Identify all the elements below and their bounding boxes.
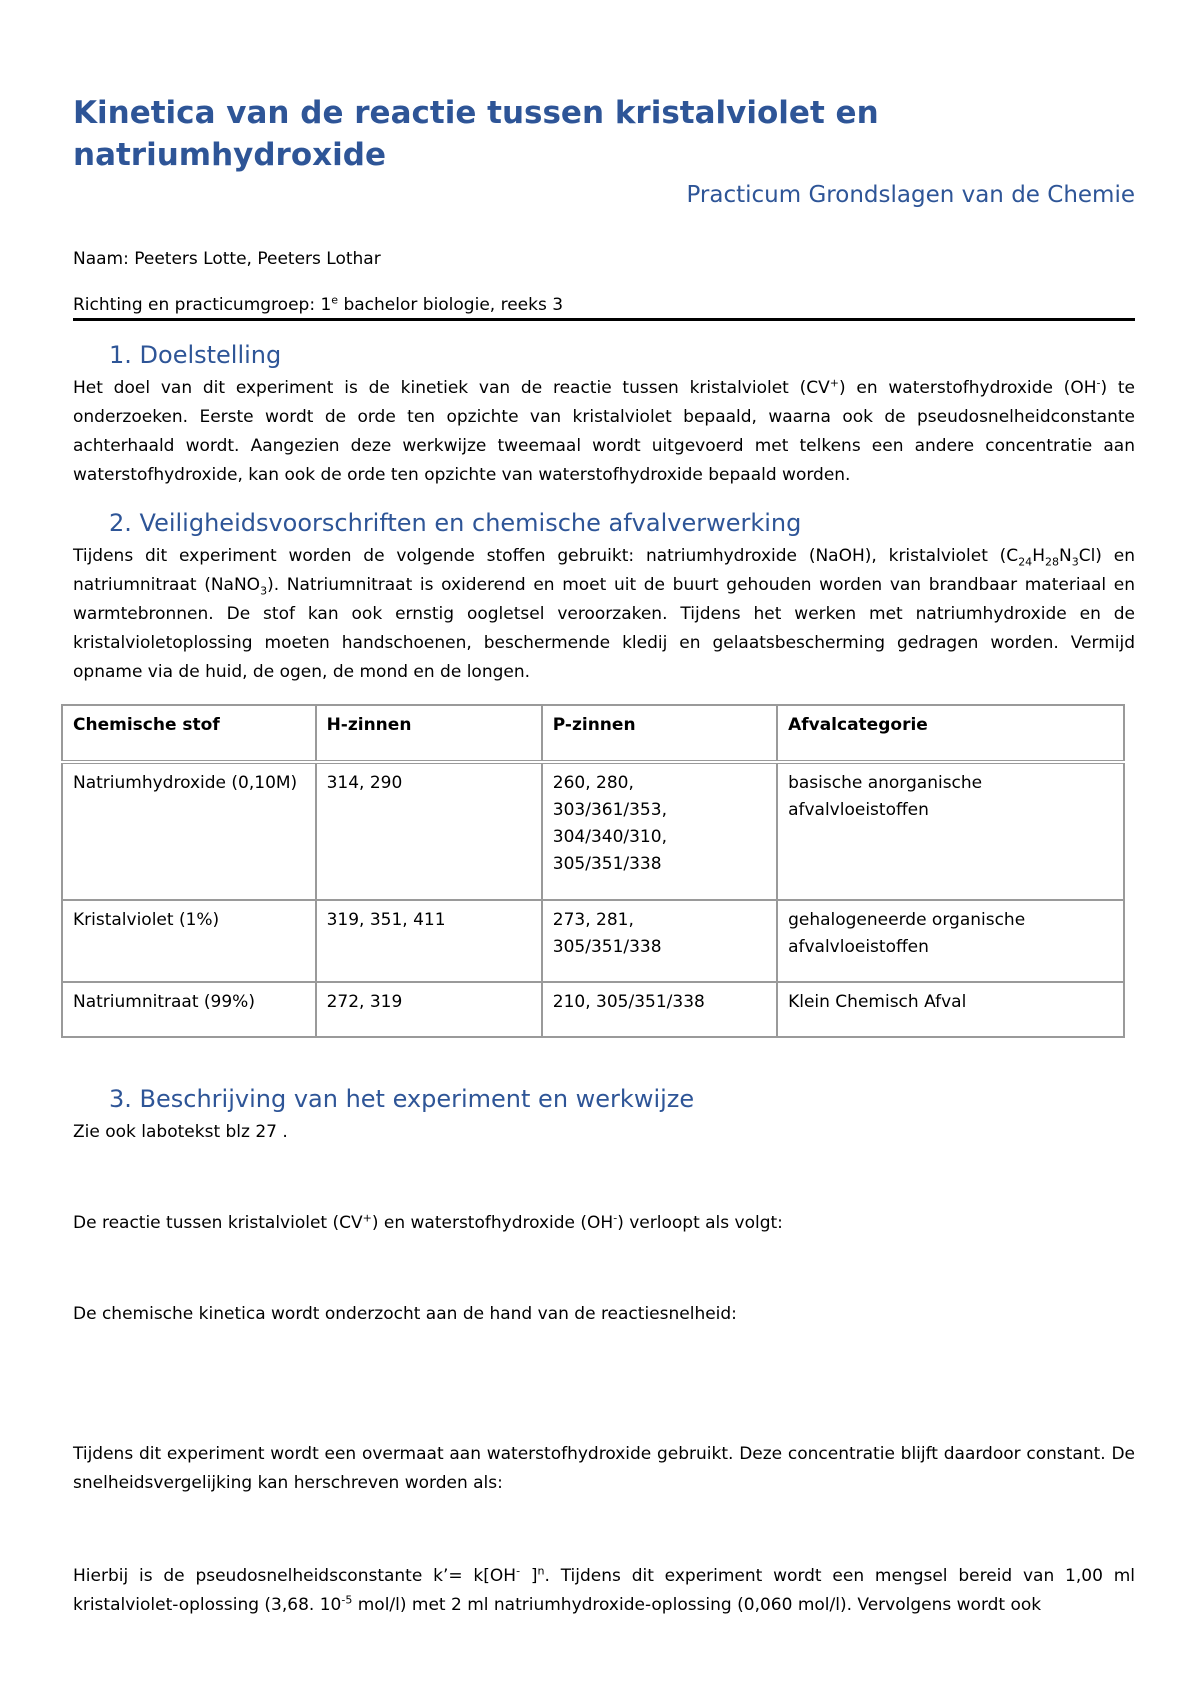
s2-sub-1: 24 <box>1018 555 1033 569</box>
reaction-text-c: ) verloopt als volgt: <box>617 1213 783 1233</box>
reaction-line <box>73 1212 783 1234</box>
pseudo-text-a: Hierbij is de pseudosnelheidsconstante k’= k[OH <box>73 1566 517 1586</box>
reaction-sup-1: + <box>362 1211 372 1225</box>
cell-afvalcategorie: gehalogeneerde organische afvalvloeistoffen <box>777 900 1124 982</box>
section-2-heading: 2. Veiligheidsvoorschriften en chemische afvalverwerking <box>109 509 802 537</box>
pseudo-sup-3: -5 <box>341 1593 353 1607</box>
table-row <box>62 900 1124 982</box>
safety-table <box>61 704 1125 1038</box>
s2-text-b: H <box>1032 546 1045 566</box>
pseudo-constant-paragraph <box>73 1562 1135 1620</box>
s1-text-a: Het doel van dit experiment is de kinetiek van de reactie tussen kristalviolet (CV <box>73 378 830 398</box>
cell-h-zinnen: 314, 290 <box>316 762 542 900</box>
cell-h-zinnen: 319, 351, 411 <box>316 900 542 982</box>
header-h-zinnen: H-zinnen <box>316 705 542 762</box>
document-title: Kinetica van de reactie tussen kristalviolet en natriumhydroxide <box>73 95 879 173</box>
pseudo-sup-2: n <box>537 1564 545 1578</box>
s2-sub-4: 3 <box>260 584 268 598</box>
kinetics-line: De chemische kinetica wordt onderzocht aan de hand van de reactiesnelheid: <box>73 1304 737 1324</box>
group-prefix: Richting en practicumgroep: 1 <box>73 295 332 315</box>
group-suffix: bachelor biologie, reeks 3 <box>338 295 564 315</box>
cell-h-zinnen: 272, 319 <box>316 982 542 1037</box>
pseudo-text-b: ] <box>520 1566 538 1586</box>
section-1-heading: 1. Doelstelling <box>109 341 282 369</box>
s1-text-c: ) te onderzoeken. Eerste wordt de orde ten opzichte van kristalviolet bepaald, waarna ook de pseudosnelheidconstante achterhaald wordt. Aangezien deze werkwijze tweemaal wordt uitgevoerd met telkens een andere concentratie aan waterstofhydroxide, kan ook de orde ten opzichte van waterstofhydroxide bepaald worden. <box>73 378 1136 485</box>
pseudo-text-c: . Tijdens dit experiment wordt een mengsel bereid van 1,00 ml kristalviolet-oplossing (3,68. 10 <box>73 1566 1135 1615</box>
pseudo-text-d: mol/l) met 2 ml natriumhydroxide-oplossing (0,060 mol/l). Vervolgens wordt ook <box>352 1595 1042 1615</box>
s2-text-a: Tijdens dit experiment worden de volgende stoffen gebruikt: natriumhydroxide (NaOH), kristalviolet (C <box>73 546 1019 566</box>
cell-stof: Kristalviolet (1%) <box>62 900 316 982</box>
cell-p-zinnen: 273, 281, 305/351/338 <box>542 900 777 982</box>
s1-sup-1: + <box>829 376 839 390</box>
reaction-text-a: De reactie tussen kristalviolet (CV <box>73 1213 363 1233</box>
labotekst-reference: Zie ook labotekst blz 27 . <box>73 1122 288 1142</box>
s1-sup-2: - <box>1096 376 1101 390</box>
reaction-sup-2: - <box>613 1211 618 1225</box>
section-3-heading: 3. Beschrijving van het experiment en werkwijze <box>109 1085 695 1113</box>
section-1-paragraph <box>73 374 1135 490</box>
pseudo-sup-1: - <box>516 1564 521 1578</box>
s2-text-e: ). Natriumnitraat is oxiderend en moet uit de buurt gehouden worden van brandbaar materiaal en warmtebronnen. De stof kan ook ernstig oogletsel veroorzaken. Tijdens het werken met natriumhydroxide en de kristalvioletoplossing moeten handschoenen, beschermende kledij en gelaatsbescherming gedragen worden. Vermijd opname via de huid, de ogen, de mond en de longen. <box>73 575 1136 682</box>
cell-p-zinnen: 210, 305/351/338 <box>542 982 777 1037</box>
header-afvalcategorie: Afvalcategorie <box>777 705 1124 762</box>
s1-text-b: ) en waterstofhydroxide (OH <box>838 378 1097 398</box>
cell-p-zinnen: 260, 280, 303/361/353, 304/340/310, 305/351/338 <box>542 762 777 900</box>
s2-text-d: Cl) en natriumnitraat (NaNO <box>73 546 1135 595</box>
header-chemische-stof: Chemische stof <box>62 705 316 762</box>
cell-afvalcategorie: basische anorganische afvalvloeistoffen <box>777 762 1124 900</box>
header-rule <box>73 318 1135 321</box>
section-2-paragraph <box>73 542 1135 687</box>
cell-stof: Natriumnitraat (99%) <box>62 982 316 1037</box>
table-header-row <box>62 705 1124 762</box>
cell-afvalcategorie: Klein Chemisch Afval <box>777 982 1124 1037</box>
table-row <box>62 982 1124 1037</box>
cell-stof: Natriumhydroxide (0,10M) <box>62 762 316 900</box>
group-line <box>73 294 563 316</box>
excess-paragraph: Tijdens dit experiment wordt een overmaat aan waterstofhydroxide gebruikt. Deze concentratie blijft daardoor constant. De snelheidsvergelijking kan herschreven worden als: <box>73 1444 1135 1493</box>
s2-text-c: N <box>1058 546 1072 566</box>
document-subtitle: Practicum Grondslagen van de Chemie <box>686 182 1135 208</box>
table-row <box>62 762 1124 900</box>
group-sup: e <box>331 293 339 307</box>
reaction-text-b: ) en waterstofhydroxide (OH <box>371 1213 614 1233</box>
s2-sub-2: 28 <box>1044 555 1059 569</box>
s2-sub-3: 3 <box>1071 555 1079 569</box>
header-p-zinnen: P-zinnen <box>542 705 777 762</box>
name-line: Naam: Peeters Lotte, Peeters Lothar <box>73 249 381 269</box>
